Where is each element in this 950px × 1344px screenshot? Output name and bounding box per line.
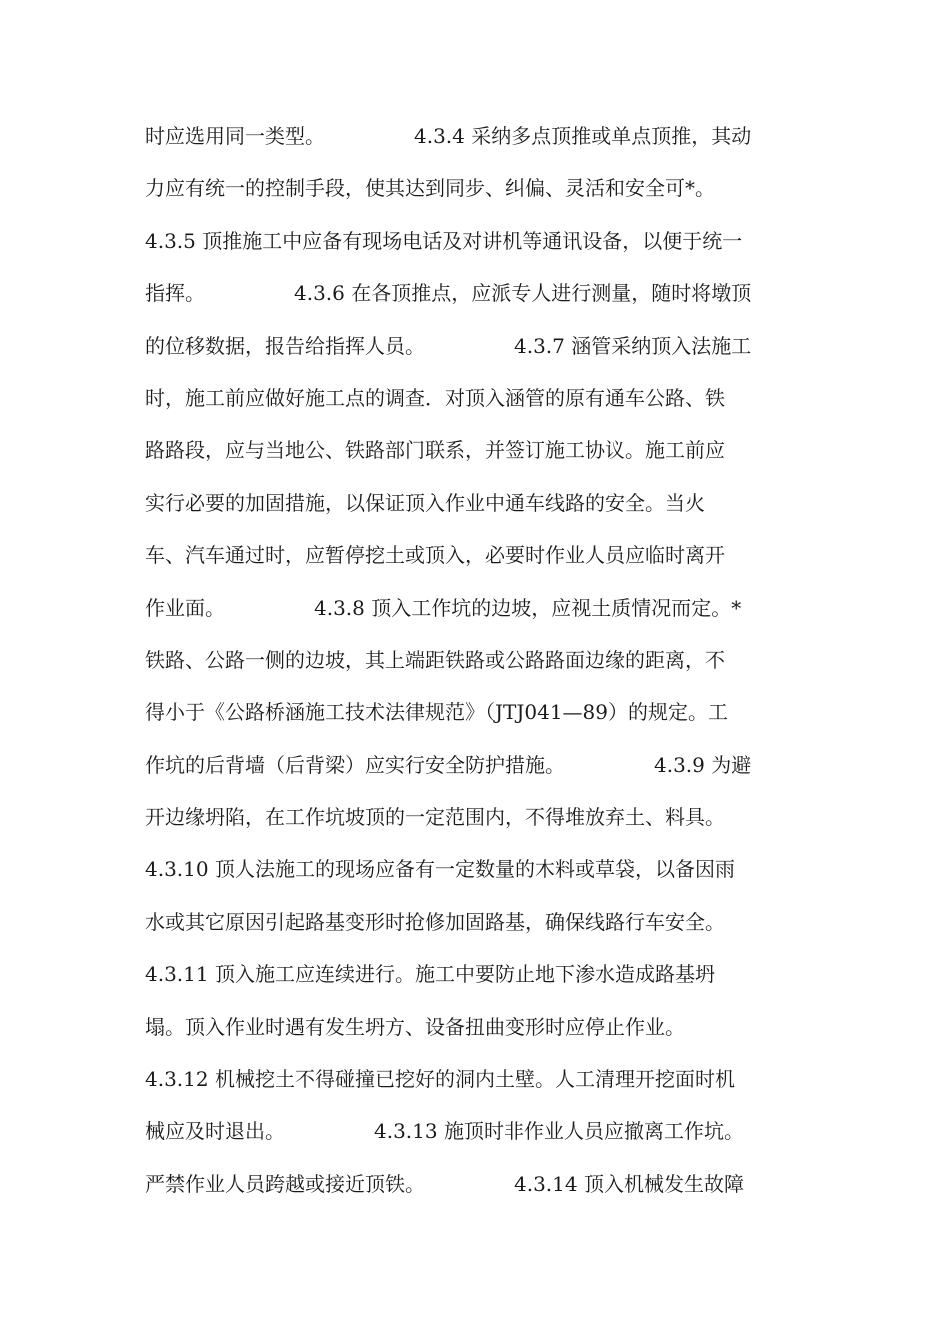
text-line: 水或其它原因引起路基变形时抢修加固路基，确保线路行车安全。 <box>145 909 725 934</box>
text-line: 时应选用同一类型。 4.3.4 采纳多点顶推或单点顶推，其动 <box>145 124 752 148</box>
text-line: 的位移数据，报告给指挥人员。 4.3.7 涵管采纳顶入法施工 <box>145 333 752 358</box>
text-line: 4.3.5 顶推施工中应备有现场电话及对讲机等通讯设备，以便于统一 <box>145 228 743 253</box>
text-line: 开边缘坍陷，在工作坑坡顶的一定范围内，不得堆放弃土、料具。 <box>145 805 725 830</box>
text-line: 铁路、公路一侧的边坡，其上端距铁路或公路路面边缘的距离，不 <box>145 647 725 672</box>
text-line: 路路段，应与当地公、铁路部门联系，并签订施工协议。施工前应 <box>145 438 725 463</box>
text-line: 实行必要的加固措施，以保证顶入作业中通车线路的安全。当火 <box>145 490 705 515</box>
text-line: 力应有统一的控制手段，使其达到同步、纠偏、灵活和安全可*。 <box>145 176 715 201</box>
text-line: 4.3.10 顶人法施工的现场应备有一定数量的木料或草袋，以备因雨 <box>145 857 735 882</box>
text-line: 指挥。 4.3.6 在各顶推点，应派专人进行测量，随时将墩顶 <box>145 281 752 306</box>
text-line: 4.3.12 机械挖土不得碰撞已挖好的洞内土壁。人工清理开挖面时机 <box>145 1067 735 1092</box>
document-body <box>145 116 805 1216</box>
text-line: 作坑的后背墙（后背梁）应实行安全防护措施。 4.3.9 为避 <box>145 752 752 777</box>
text-line: 得小于《公路桥涵施工技术法律规范》（JTJ041—89）的规定。工 <box>145 700 728 725</box>
text-line: 时，施工前应做好施工点的调查．对顶入涵管的原有通车公路、铁 <box>145 385 725 410</box>
text-line: 4.3.11 顶入施工应连续进行。施工中要防止地下渗水造成路基坍 <box>145 962 715 987</box>
text-line: 塌。顶入作业时遇有发生坍方、设备扭曲变形时应停止作业。 <box>145 1014 685 1039</box>
text-line: 械应及时退出。 4.3.13 施顶时非作业人员应撤离工作坑。 <box>145 1119 744 1144</box>
text-line: 作业面。 4.3.8 顶入工作坑的边坡，应视土质情况而定。* <box>145 595 742 620</box>
text-line: 严禁作业人员跨越或接近顶铁。 4.3.14 顶入机械发生故障 <box>145 1171 744 1196</box>
text-line: 车、汽车通过时，应暂停挖土或顶入，必要时作业人员应临时离开 <box>145 543 725 568</box>
